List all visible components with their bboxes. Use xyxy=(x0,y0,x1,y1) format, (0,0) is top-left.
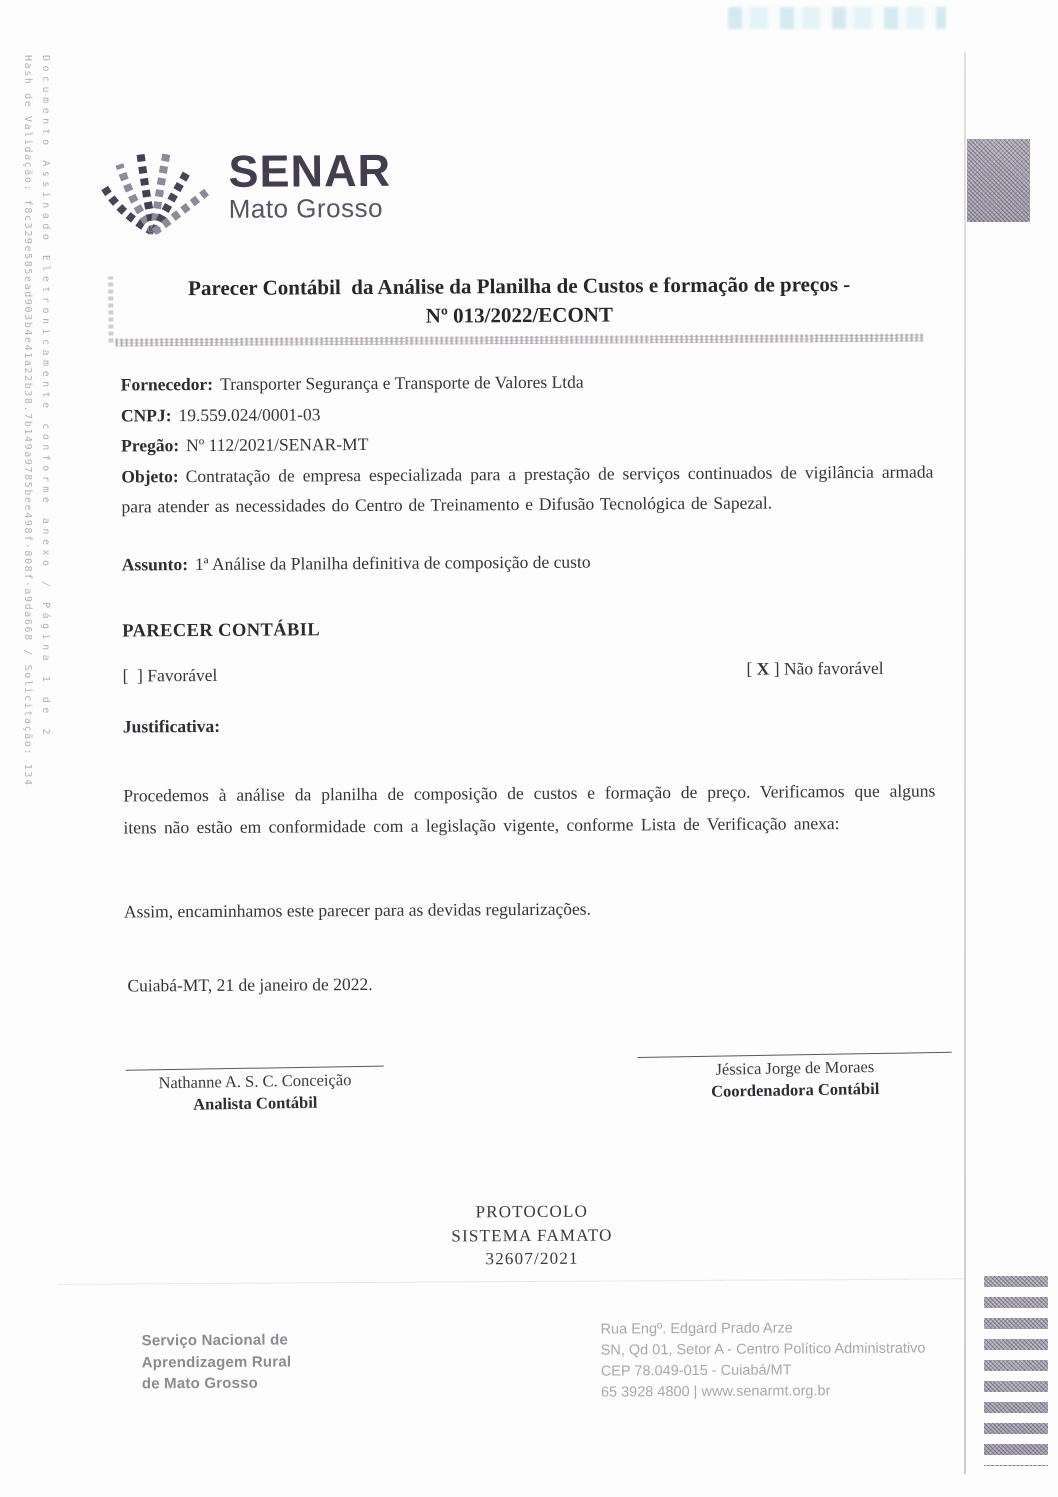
justificativa-label: Justificativa: xyxy=(122,715,221,737)
protocol-line-1: PROTOCOLO xyxy=(475,1201,589,1222)
org-line: Aprendizagem Rural xyxy=(141,1352,292,1371)
logo-text xyxy=(228,144,392,224)
org-line: de Mato Grosso xyxy=(141,1374,259,1393)
objeto-label: Objeto: xyxy=(121,466,179,487)
org-line: Serviço Nacional de xyxy=(141,1331,289,1350)
signature-name: Jéssica Jorge de Moraes xyxy=(715,1057,875,1079)
scan-artifact-vertical-bar xyxy=(108,277,113,343)
pregao-label: Pregão: xyxy=(121,435,180,456)
address-line: SN, Qd 01, Setor A - Centro Político Administrativo xyxy=(600,1340,926,1359)
protocol-line-2: SISTEMA FAMATO xyxy=(451,1224,613,1245)
title-line-1: Parecer Contábil da Análise da Planilha de Custos e formação de preços - xyxy=(188,272,851,301)
parecer-heading: PARECER CONTÁBIL xyxy=(122,620,321,642)
scan-artifact-underline xyxy=(115,334,923,347)
title-line-2: Nº 013/2022/ECONT xyxy=(425,302,614,328)
footer-address xyxy=(600,1318,925,1404)
signature-role: Analista Contábil xyxy=(193,1092,318,1114)
signature-block-analista xyxy=(126,1066,385,1116)
assunto-value: 1ª Análise da Planilha definitiva de composição de custo xyxy=(194,551,591,575)
date-line: Cuiabá-MT, 21 de janeiro de 2022. xyxy=(127,973,373,996)
signature-block-coordenadora xyxy=(638,1052,953,1103)
checkbox-favoravel: [ ] Favorável xyxy=(122,664,218,686)
field-pregao xyxy=(121,429,933,458)
document-title xyxy=(115,270,923,347)
nao-favoravel-bracket-open: [ xyxy=(746,658,757,679)
brand-name: SENAR xyxy=(228,144,392,197)
senar-leaf-fan-icon xyxy=(92,142,215,235)
protocol-stamp xyxy=(126,1198,938,1273)
address-line: CEP 78.049-015 - Cuiabá/MT xyxy=(600,1362,792,1380)
field-cnpj xyxy=(121,399,933,428)
signature-name: Nathanne A. S. C. Conceição xyxy=(158,1070,352,1093)
nao-favoravel-x-mark: X xyxy=(756,658,770,679)
justificativa-paragraph: Procedemos à análise da planilha de composição de custos e formação de preço. Verificamos que alguns itens não estão em conformidade com a legislação vigente, conforme Lista de Verificação anexa: xyxy=(123,780,936,838)
footer-divider xyxy=(58,1278,963,1285)
checkbox-nao-favoravel xyxy=(746,658,883,680)
field-assunto xyxy=(122,548,934,577)
fornecedor-value: Transporter Segurança e Transporte de Valores Ltda xyxy=(220,371,584,394)
field-fornecedor xyxy=(121,368,933,397)
assunto-label: Assunto: xyxy=(121,554,189,575)
protocol-number: 32607/2021 xyxy=(485,1248,579,1269)
signature-role: Coordenadora Contábil xyxy=(710,1078,880,1101)
pregao-value: Nº 112/2021/SENAR-MT xyxy=(186,433,369,456)
brand-subtitle: Mato Grosso xyxy=(228,192,384,224)
address-line: Rua Engº. Edgard Prado Arze xyxy=(600,1320,793,1338)
closing-paragraph: Assim, encaminhamos este parecer para as devidas regularizações. xyxy=(123,898,591,922)
address-line: 65 3928 4800 | www.senarmt.org.br xyxy=(600,1383,831,1401)
footer-organization xyxy=(142,1329,292,1394)
nao-favoravel-bracket-close: ] Não favorável xyxy=(769,657,884,679)
field-objeto xyxy=(121,457,933,522)
justificativa-label-row xyxy=(123,710,935,739)
senar-logo xyxy=(92,141,391,235)
objeto-value: Contratação de empresa especializada para a prestação de serviços continuados de vigilância armada para atender as necessidades do Centro de Treinamento e Difusão Tecnológica de Sapezal. xyxy=(121,461,934,517)
cnpj-value: 19.559.024/0001-03 xyxy=(178,404,321,426)
vertical-validation-hash: Hash de Validação: f8c329e585ead903b4e41a22b38.7b149a9785bee498f-808f-a9da668 / Solicitação: 134 xyxy=(22,55,33,787)
cnpj-label: CNPJ: xyxy=(120,405,172,426)
vertical-esignature-note: Documento Assinado Eletronicamente conforme anexo / Página 1 de 2 xyxy=(40,55,51,739)
fornecedor-label: Fornecedor: xyxy=(120,373,214,395)
